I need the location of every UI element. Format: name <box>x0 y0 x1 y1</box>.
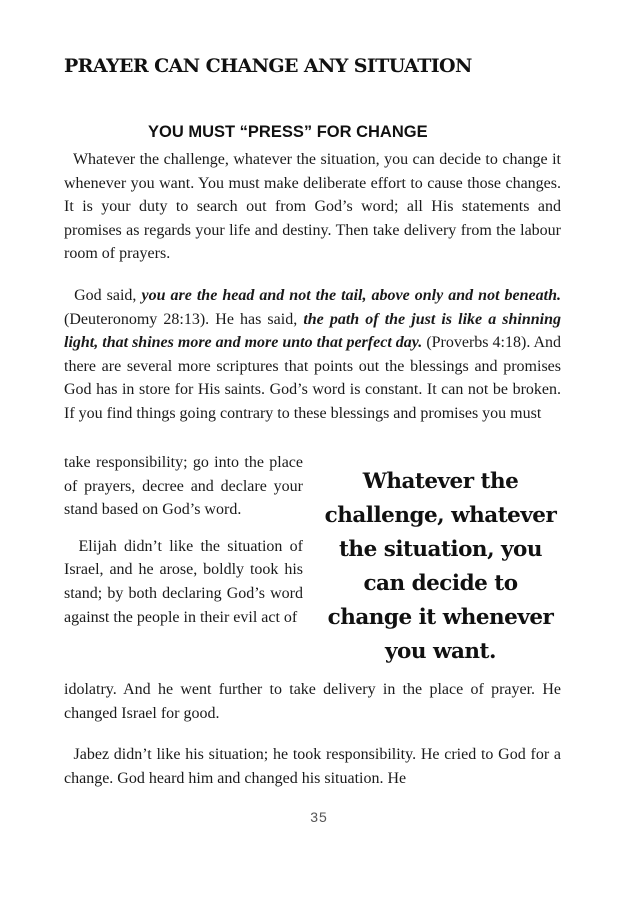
section-title: YOU MUST “PRESS” FOR CHANGE <box>148 123 428 141</box>
page-number: 35 <box>310 809 328 825</box>
paragraph-jabez: Jabez didn’t like his situation; he took responsibility. He cried to God for a change. God heard him and changed his situation. He <box>64 746 561 787</box>
paragraph-text: (Deuteronomy 28:13). He has said, <box>64 310 304 328</box>
paragraph-text: God said, <box>64 287 142 304</box>
paragraph-responsibility: take responsibility; go into the place of prayers, decree and declare your stand based on God’s word. <box>64 454 303 519</box>
text-with-pull-quote <box>64 451 561 679</box>
paragraph-text: (Proverbs 4:18). And there are several more scriptures that points out the blessings and promises God has in store for His saints. God’s word is constant. It can not be broken. If you find things going contrary to these blessings and promises you must <box>64 334 562 422</box>
scripture-quote-deuteronomy: you are the head and not the tail, above only and not beneath. <box>141 287 561 304</box>
scripture-quote-proverbs: the path of the just is like a shinning light, that shines more and more unto that perfect day. <box>64 310 562 352</box>
chapter-title: PRAYER CAN CHANGE ANY SITUATION <box>64 55 472 77</box>
paragraph-challenge: Whatever the challenge, whatever the situation, you can decide to change it whenever you want. You must make deliberate effort to cause those changes. It is your duty to search out from God’s word; all His statements and promises as regards your life and destiny. Then take delivery from the labour room of prayers. <box>64 151 561 263</box>
paragraph-idolatry: idolatry. And he went further to take delivery in the place of prayer. He changed Israel for good. <box>64 681 561 722</box>
paragraph-god-said <box>64 284 561 426</box>
pull-quote: Whatever the challenge, whatever the situation, you can decide to change it whenever you want. <box>324 469 557 664</box>
paragraph-elijah: Elijah didn’t like the situation of Israel, and he arose, boldly took his stand; by both declaring God’s word against the people in their evil act of <box>64 537 303 626</box>
narrow-text-column <box>64 451 303 629</box>
